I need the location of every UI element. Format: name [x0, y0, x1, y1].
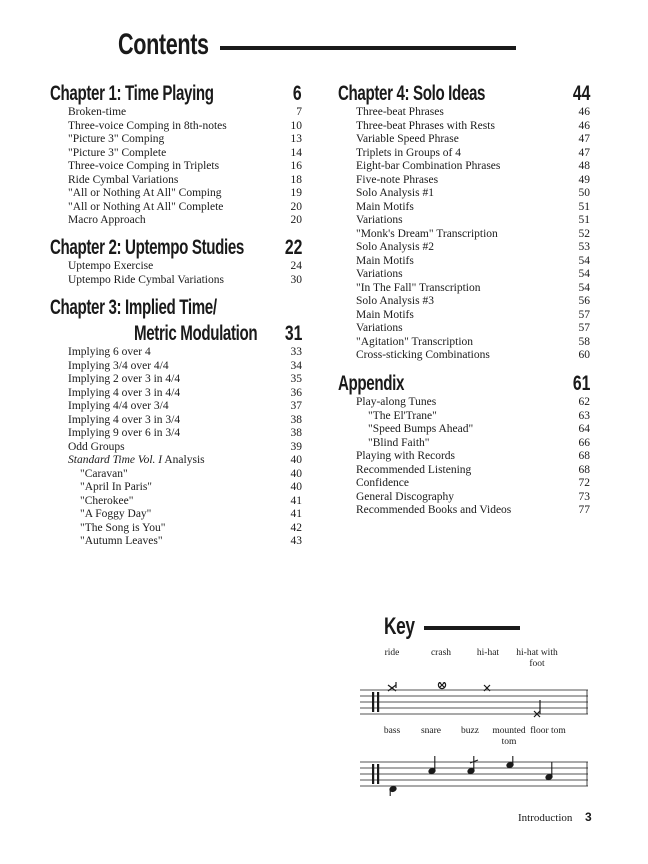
key-label-snare: snare — [420, 726, 442, 736]
entry-title: "A Foggy Day" — [80, 508, 152, 520]
entry-title: "Autumn Leaves" — [80, 535, 163, 547]
key-title: Key — [384, 613, 415, 640]
toc-entry[interactable] — [338, 120, 590, 134]
entry-page: 58 — [578, 335, 590, 348]
entry-title: "Agitation" Transcription — [356, 335, 474, 348]
entry-title: "Caravan" — [80, 467, 128, 480]
entry-page: 39 — [290, 440, 302, 453]
entry-page: 54 — [578, 268, 590, 280]
entry-page: 51 — [578, 214, 590, 226]
toc-entry[interactable] — [50, 481, 302, 495]
chapter-page: 61 — [572, 372, 590, 395]
entry-title: Macro Approach — [68, 214, 146, 226]
chapter-title-line-1: Chapter 3: Implied Time/ — [50, 296, 217, 319]
chapter-3-section — [50, 296, 302, 549]
entry-title: "Cherokee" — [80, 494, 134, 507]
entry-title: Eight-bar Combination Phrases — [356, 160, 501, 172]
entry-page: 60 — [578, 349, 590, 361]
entry-title: Main Motifs — [356, 254, 414, 267]
chapter-page: 22 — [284, 236, 302, 259]
footer-page-number: 3 — [585, 810, 592, 824]
toc-entry[interactable] — [50, 454, 302, 468]
key-label-bass: bass — [383, 726, 401, 736]
toc-entry[interactable] — [338, 160, 590, 174]
title-rule — [220, 46, 516, 50]
entry-title: Five-note Phrases — [356, 173, 439, 186]
entry-title: Three-beat Phrases with Rests — [356, 119, 495, 132]
toc-entry[interactable] — [50, 274, 302, 288]
toc-entry[interactable] — [50, 468, 302, 482]
entry-title: "All or Nothing At All" Complete — [68, 200, 224, 213]
toc-entry[interactable] — [338, 268, 590, 282]
entry-page: 10 — [290, 119, 302, 132]
entry-title: "Picture 3" Comping — [68, 133, 165, 145]
chapter-2-section — [50, 234, 302, 287]
toc-entry[interactable] — [50, 535, 302, 549]
toc-entry[interactable] — [50, 260, 302, 274]
entry-title: Confidence — [356, 477, 410, 489]
chapter-heading[interactable] — [50, 80, 302, 106]
appendix-section — [338, 370, 590, 518]
entry-page: 20 — [290, 200, 302, 213]
toc-entry[interactable] — [50, 387, 302, 401]
toc-entry[interactable] — [338, 396, 590, 410]
entry-title: Implying 6 over 4 — [68, 346, 151, 358]
entry-page: 33 — [290, 346, 302, 358]
entry-page: 19 — [290, 187, 302, 199]
toc-entry[interactable] — [338, 322, 590, 336]
entry-page: 14 — [290, 146, 302, 159]
entry-title: Main Motifs — [356, 308, 414, 321]
toc-entry[interactable] — [338, 174, 590, 188]
entry-page: 72 — [578, 477, 590, 489]
chapter-title-line-2: Metric Modulation — [134, 322, 258, 345]
entry-page: 51 — [578, 200, 590, 213]
toc-entry[interactable] — [50, 147, 302, 161]
toc-entry[interactable] — [338, 241, 590, 255]
entry-page: 43 — [290, 535, 302, 547]
toc-entry[interactable] — [338, 295, 590, 309]
entry-title: Implying 4 over 3 in 3/4 — [68, 413, 181, 426]
entry-list — [50, 346, 302, 549]
snare-note — [428, 756, 436, 774]
entry-page: 30 — [290, 273, 302, 286]
toc-entry[interactable] — [338, 477, 590, 491]
entry-page: 7 — [296, 106, 302, 118]
entry-page: 57 — [578, 308, 590, 321]
entry-page: 46 — [578, 119, 590, 132]
entry-title: Uptempo Exercise — [68, 260, 154, 272]
entry-title: Variations — [356, 322, 403, 334]
entry-page: 34 — [290, 359, 302, 372]
chapter-page: 31 — [284, 322, 302, 345]
key-staff-drums — [360, 756, 588, 796]
chapter-title: Appendix — [338, 372, 405, 395]
toc-entry[interactable] — [338, 336, 590, 350]
floor-tom-note — [545, 762, 553, 780]
bass-drum-note — [389, 786, 397, 796]
entry-page: 20 — [290, 214, 302, 226]
key-label-ride: ride — [384, 648, 400, 658]
entry-page: 37 — [290, 400, 302, 412]
entry-page: 53 — [578, 241, 590, 253]
chapter-1-section — [50, 80, 302, 228]
entry-page: 68 — [578, 450, 590, 462]
entry-title: General Discography — [356, 490, 455, 503]
chapter-heading[interactable] — [50, 234, 302, 260]
entry-title-italic: Standard Time Vol. I — [68, 454, 163, 466]
key-staff-cymbals — [360, 682, 588, 726]
key-label-crash: crash — [430, 648, 452, 658]
chapter-title: Chapter 2: Uptempo Studies — [50, 236, 244, 259]
toc-entry[interactable] — [50, 495, 302, 509]
key-label-mounted-tom: mounted tom — [492, 726, 526, 747]
entry-page: 56 — [578, 295, 590, 307]
chapter-title: Chapter 4: Solo Ideas — [338, 82, 486, 105]
chapter-heading[interactable] — [338, 370, 590, 396]
chapter-heading[interactable] — [338, 80, 590, 106]
toc-entry[interactable] — [338, 309, 590, 323]
key-rule — [424, 626, 520, 630]
chapter-heading[interactable] — [50, 296, 302, 346]
toc-entry[interactable] — [338, 214, 590, 228]
chapter-title: Chapter 1: Time Playing — [50, 82, 214, 105]
toc-entry[interactable] — [50, 106, 302, 120]
entry-title: "Speed Bumps Ahead" — [368, 423, 474, 435]
entry-page: 40 — [290, 467, 302, 480]
entry-page: 62 — [578, 396, 590, 408]
key-label-buzz: buzz — [461, 726, 479, 736]
chapter-4-section — [338, 80, 590, 363]
entry-page: 47 — [578, 133, 590, 145]
toc-entry[interactable] — [338, 201, 590, 215]
entry-page: 63 — [578, 409, 590, 422]
toc-entry[interactable] — [338, 133, 590, 147]
entry-title: Cross-sticking Combinations — [356, 349, 490, 361]
toc-entry[interactable] — [50, 174, 302, 188]
entry-title: Implying 9 over 6 in 3/4 — [68, 427, 181, 439]
toc-entry[interactable] — [338, 410, 590, 424]
entry-title: Implying 4 over 3 in 4/4 — [68, 386, 181, 399]
entry-page: 13 — [290, 133, 302, 145]
entry-page: 38 — [290, 413, 302, 426]
entry-title: Implying 2 over 3 in 4/4 — [68, 373, 181, 385]
entry-title: Three-beat Phrases — [356, 106, 444, 118]
entry-title: Recommended Books and Videos — [356, 504, 512, 516]
entry-title: Playing with Records — [356, 450, 456, 462]
entry-page: 68 — [578, 463, 590, 476]
toc-entry[interactable] — [50, 346, 302, 360]
entry-title: Variations — [356, 268, 403, 280]
entry-page: 57 — [578, 322, 590, 334]
entry-page: 24 — [290, 260, 302, 272]
toc-entry[interactable] — [50, 441, 302, 455]
entry-page: 35 — [290, 373, 302, 385]
entry-page: 40 — [290, 481, 302, 493]
toc-entry[interactable] — [50, 120, 302, 134]
entry-list — [50, 260, 302, 287]
entry-title: Recommended Listening — [356, 463, 472, 476]
entry-title-rest: Analysis — [162, 454, 205, 466]
toc-entry[interactable] — [50, 400, 302, 414]
page-title: Contents — [118, 28, 209, 61]
entry-list — [338, 396, 590, 518]
entry-page: 16 — [290, 160, 302, 172]
entry-page: 38 — [290, 427, 302, 439]
entry-title: Implying 4/4 over 3/4 — [68, 400, 169, 412]
toc-entry[interactable] — [338, 282, 590, 296]
toc-entry[interactable] — [338, 491, 590, 505]
toc-entry[interactable] — [338, 349, 590, 363]
entry-title: Solo Analysis #2 — [356, 241, 434, 253]
toc-entry[interactable] — [338, 147, 590, 161]
hi-hat-foot-note — [534, 700, 540, 717]
entry-title: Solo Analysis #3 — [356, 295, 434, 307]
toc-entry[interactable] — [338, 437, 590, 451]
toc-entry[interactable] — [338, 106, 590, 120]
chapter-page: 6 — [293, 82, 302, 105]
entry-page: 47 — [578, 146, 590, 159]
toc-entry[interactable] — [50, 201, 302, 215]
entry-list — [50, 106, 302, 228]
entry-page: 48 — [578, 160, 590, 172]
entry-page: 64 — [578, 423, 590, 435]
crash-note — [438, 682, 445, 689]
entry-title: Odd Groups — [68, 440, 125, 453]
toc-entry[interactable] — [50, 360, 302, 374]
entry-title: Uptempo Ride Cymbal Variations — [68, 273, 224, 286]
entry-title — [68, 454, 205, 468]
entry-title: "All or Nothing At All" Comping — [68, 187, 222, 199]
entry-page: 50 — [578, 187, 590, 199]
chapter-page: 44 — [572, 82, 590, 105]
toc-entry[interactable] — [50, 133, 302, 147]
entry-title: "Picture 3" Complete — [68, 146, 167, 159]
entry-title: "The El'Trane" — [368, 409, 437, 422]
entry-page: 66 — [578, 436, 590, 449]
key-label-hi-hat-foot: hi-hat with foot — [516, 648, 558, 669]
toc-entry[interactable] — [50, 522, 302, 536]
toc-entry[interactable] — [338, 504, 590, 518]
entry-page: 36 — [290, 386, 302, 399]
entry-page: 49 — [578, 173, 590, 186]
entry-title: Triplets in Groups of 4 — [356, 146, 461, 159]
key-label-hi-hat: hi-hat — [476, 648, 500, 658]
entry-page: 18 — [290, 173, 302, 186]
entry-title: Solo Analysis #1 — [356, 187, 434, 199]
entry-page: 77 — [578, 504, 590, 516]
entry-title: "In The Fall" Transcription — [356, 281, 481, 294]
toc-entry[interactable] — [338, 255, 590, 269]
entry-title: Three-voice Comping in 8th-notes — [68, 119, 227, 132]
entry-title: "Monk's Dream" Transcription — [356, 227, 498, 240]
entry-title: Main Motifs — [356, 200, 414, 213]
toc-entry[interactable] — [338, 464, 590, 478]
toc-entry[interactable] — [50, 187, 302, 201]
toc-entry[interactable] — [338, 450, 590, 464]
entry-page: 52 — [578, 227, 590, 240]
toc-entry[interactable] — [50, 508, 302, 522]
entry-title: "The Song is You" — [80, 521, 166, 534]
entry-page: 42 — [290, 521, 302, 534]
entry-list — [338, 106, 590, 363]
key-label-floor-tom: floor tom — [530, 726, 566, 736]
toc-entry[interactable] — [50, 214, 302, 228]
entry-title: "Blind Faith" — [368, 436, 430, 449]
entry-title: Variable Speed Phrase — [356, 133, 459, 145]
footer-section-name: Introduction — [518, 812, 573, 824]
entry-page: 46 — [578, 106, 590, 118]
toc-entry[interactable] — [338, 423, 590, 437]
toc-entry[interactable] — [50, 160, 302, 174]
entry-page: 73 — [578, 490, 590, 503]
entry-title: "April In Paris" — [80, 481, 152, 493]
toc-entry[interactable] — [338, 228, 590, 242]
entry-page: 54 — [578, 254, 590, 267]
entry-title: Variations — [356, 214, 403, 226]
toc-entry[interactable] — [50, 373, 302, 387]
toc-entry[interactable] — [50, 427, 302, 441]
entry-title: Three-voice Comping in Triplets — [68, 160, 220, 172]
entry-title: Play-along Tunes — [356, 396, 437, 408]
entry-page: 41 — [290, 508, 302, 520]
toc-entry[interactable] — [338, 187, 590, 201]
entry-page: 41 — [290, 494, 302, 507]
entry-title: Broken-time — [68, 106, 127, 118]
entry-page: 54 — [578, 281, 590, 294]
buzz-note — [467, 756, 478, 774]
toc-entry[interactable] — [50, 414, 302, 428]
entry-title: Implying 3/4 over 4/4 — [68, 359, 169, 372]
entry-page: 40 — [290, 454, 302, 466]
entry-title: Ride Cymbal Variations — [68, 173, 179, 186]
